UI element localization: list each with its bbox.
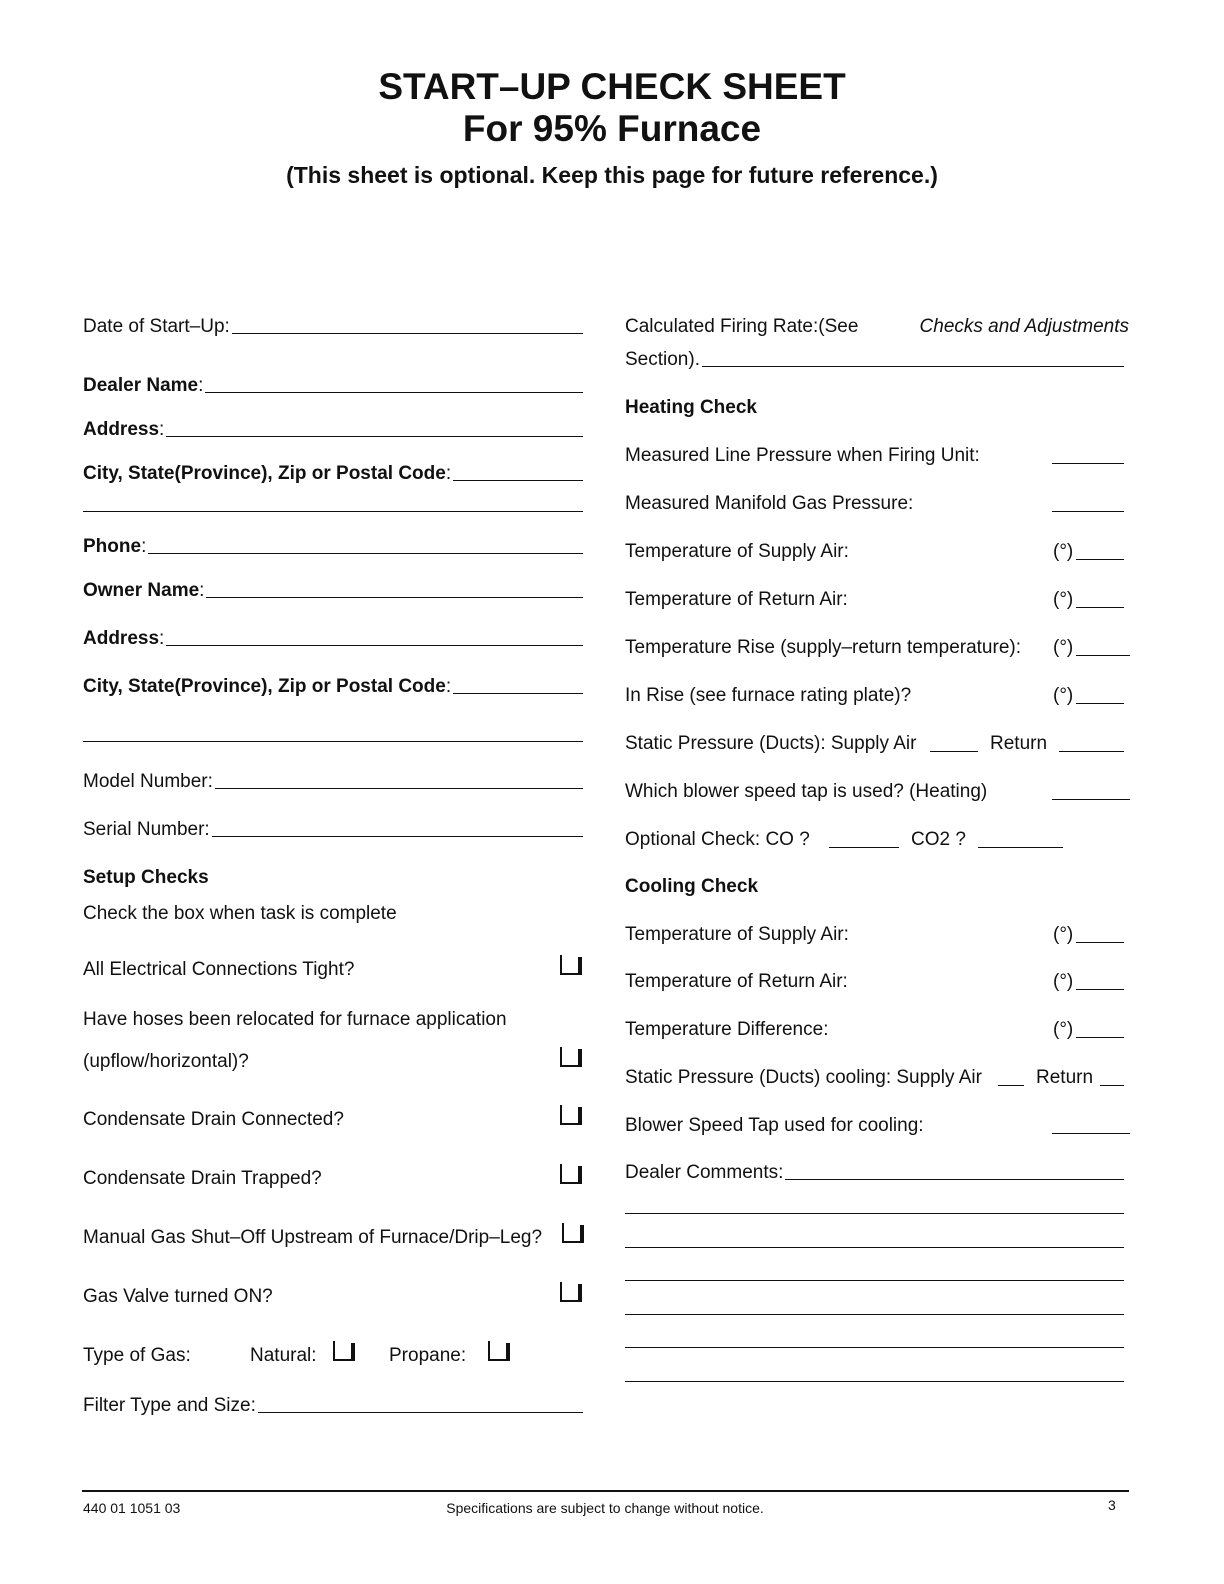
- checkbox-hoses[interactable]: [560, 1047, 582, 1067]
- heat-return-temp-label: Temperature of Return Air:: [625, 589, 848, 610]
- model-number-field[interactable]: [83, 771, 583, 793]
- serial-number-label: Serial Number:: [83, 819, 210, 840]
- static-heat-supply-label: Static Pressure (Ducts): Supply Air: [625, 733, 917, 754]
- static-heat-return-label: Return: [990, 733, 1048, 754]
- temp-difference-field[interactable]: [1076, 1037, 1124, 1038]
- heat-return-degree-unit: (°): [1053, 589, 1074, 610]
- blower-heat-field[interactable]: [1052, 799, 1130, 800]
- in-rise-field[interactable]: [1076, 703, 1124, 704]
- dealer-city-label: City, State(Province), Zip or Postal Code: [83, 463, 446, 484]
- date-of-startup-field[interactable]: [83, 316, 583, 338]
- firing-rate-label: [625, 316, 1129, 338]
- dealer-comments-line[interactable]: [625, 1280, 1124, 1281]
- dealer-address-field[interactable]: Address :: [83, 419, 583, 441]
- natural-gas-label: Natural:: [250, 1345, 317, 1366]
- owner-city-extra-line[interactable]: [83, 741, 583, 742]
- static-cool-supply-label: Static Pressure (Ducts) cooling: Supply Air: [625, 1067, 982, 1088]
- heat-supply-degree-unit: (°): [1053, 541, 1074, 562]
- temp-rise-field[interactable]: [1076, 655, 1130, 656]
- blower-cool-label: Blower Speed Tap used for cooling:: [625, 1115, 924, 1136]
- checkbox-natural-gas[interactable]: [333, 1341, 355, 1361]
- blower-heat-label: Which blower speed tap is used? (Heating): [625, 781, 988, 802]
- firing-rate-text: Calculated Firing Rate:(See: [625, 316, 859, 337]
- heat-supply-temp-label: Temperature of Supply Air:: [625, 541, 849, 562]
- dealer-comments-line[interactable]: [625, 1247, 1124, 1248]
- owner-city-field[interactable]: City, State(Province), Zip or Postal Code :: [83, 676, 583, 698]
- phone-label: Phone: [83, 536, 142, 557]
- check-drain-connected-label: Condensate Drain Connected?: [83, 1109, 344, 1130]
- static-cool-supply-field[interactable]: [998, 1085, 1024, 1086]
- filter-type-field[interactable]: [83, 1395, 583, 1417]
- check-gas-shutoff-label: Manual Gas Shut–Off Upstream of Furnace/Drip–Leg?: [83, 1227, 543, 1248]
- dealer-comments-line[interactable]: [625, 1381, 1124, 1382]
- cool-return-degree-unit: (°): [1053, 971, 1074, 992]
- temp-rise-degree-unit: (°): [1053, 637, 1074, 658]
- model-number-label: Model Number:: [83, 771, 213, 792]
- dealer-comments-line[interactable]: [625, 1347, 1124, 1348]
- cool-return-temp-field[interactable]: [1076, 989, 1124, 990]
- firing-rate-field[interactable]: [625, 349, 1124, 371]
- owner-address-field[interactable]: Address :: [83, 628, 583, 650]
- manifold-pressure-label: Measured Manifold Gas Pressure:: [625, 493, 914, 514]
- heat-return-temp-field[interactable]: [1076, 607, 1124, 608]
- checkbox-gas-shutoff[interactable]: [562, 1223, 584, 1243]
- owner-name-field[interactable]: Owner Name :: [83, 580, 583, 602]
- check-gas-valve-label: Gas Valve turned ON?: [83, 1286, 273, 1307]
- owner-city-label: City, State(Province), Zip or Postal Code: [83, 676, 446, 697]
- blower-cool-field[interactable]: [1052, 1133, 1130, 1134]
- checkbox-propane[interactable]: [488, 1341, 510, 1361]
- check-hoses-label: Have hoses been relocated for furnace application: [83, 1009, 507, 1030]
- owner-address-label: Address: [83, 628, 160, 649]
- cool-supply-temp-field[interactable]: [1076, 942, 1124, 943]
- cool-supply-degree-unit: (°): [1053, 924, 1074, 945]
- heat-supply-temp-field[interactable]: [1076, 559, 1124, 560]
- firing-rate-section-label: Section).: [625, 349, 700, 370]
- static-cool-return-field[interactable]: [1100, 1085, 1124, 1086]
- firing-rate-reference: Checks and Adjustments: [919, 316, 1129, 337]
- dealer-name-field[interactable]: Dealer Name :: [83, 375, 583, 397]
- static-heat-return-field[interactable]: [1059, 751, 1124, 752]
- checkbox-drain-trapped[interactable]: [560, 1164, 582, 1184]
- in-rise-label: In Rise (see furnace rating plate)?: [625, 685, 912, 706]
- line-pressure-field[interactable]: [1052, 463, 1124, 464]
- dealer-name-label: Dealer Name: [83, 375, 199, 396]
- temp-difference-label: Temperature Difference:: [625, 1019, 829, 1040]
- static-heat-supply-field[interactable]: [930, 751, 978, 752]
- dealer-city-extra-line[interactable]: [83, 511, 583, 512]
- dealer-comments-line[interactable]: [625, 1314, 1124, 1315]
- propane-label: Propane:: [389, 1345, 467, 1366]
- footer-doc-number: 440 01 1051 03: [83, 1500, 181, 1516]
- temp-rise-label: Temperature Rise (supply–return temperature):: [625, 637, 1022, 658]
- static-cool-return-label: Return: [1036, 1067, 1094, 1088]
- owner-name-label: Owner Name: [83, 580, 200, 601]
- date-of-startup-label: Date of Start–Up:: [83, 316, 230, 337]
- check-hoses-label-cont: (upflow/horizontal)?: [83, 1051, 249, 1072]
- dealer-comments-field[interactable]: [625, 1162, 1124, 1184]
- optional-co2-label: CO2 ?: [911, 829, 966, 850]
- footer-page-number: 3: [1108, 1497, 1116, 1513]
- cool-return-temp-label: Temperature of Return Air:: [625, 971, 848, 992]
- optional-co-field[interactable]: [829, 847, 899, 848]
- footer-notice: Specifications are subject to change without notice.: [446, 1500, 764, 1516]
- dealer-comments-line[interactable]: [625, 1213, 1124, 1214]
- filter-type-label: Filter Type and Size:: [83, 1395, 256, 1416]
- serial-number-field[interactable]: [83, 819, 583, 841]
- gas-type-label: Type of Gas:: [83, 1345, 191, 1366]
- dealer-comments-label: Dealer Comments:: [625, 1162, 784, 1183]
- phone-field[interactable]: Phone :: [83, 536, 583, 558]
- checkbox-electrical[interactable]: [560, 955, 582, 975]
- check-electrical-label: All Electrical Connections Tight?: [83, 959, 355, 980]
- line-pressure-label: Measured Line Pressure when Firing Unit:: [625, 445, 980, 466]
- in-rise-degree-unit: (°): [1053, 685, 1074, 706]
- footer-divider: [82, 1490, 1129, 1492]
- setup-checks-heading: Setup Checks: [83, 867, 209, 888]
- page-subtitle: (This sheet is optional. Keep this page for future reference.): [286, 162, 938, 188]
- page-title: START–UP CHECK SHEET: [378, 66, 846, 107]
- dealer-address-label: Address: [83, 419, 160, 440]
- heating-check-heading: Heating Check: [625, 397, 757, 418]
- page-title-subline: For 95% Furnace: [462, 108, 762, 149]
- checkbox-drain-connected[interactable]: [560, 1105, 582, 1125]
- temp-difference-degree-unit: (°): [1053, 1019, 1074, 1040]
- manifold-pressure-field[interactable]: [1052, 511, 1124, 512]
- optional-co-label: Optional Check: CO ?: [625, 829, 810, 850]
- cooling-check-heading: Cooling Check: [625, 876, 759, 897]
- cool-supply-temp-label: Temperature of Supply Air:: [625, 924, 849, 945]
- optional-co2-field[interactable]: [978, 847, 1063, 848]
- dealer-city-field[interactable]: City, State(Province), Zip or Postal Code :: [83, 463, 583, 485]
- checkbox-gas-valve[interactable]: [560, 1282, 582, 1302]
- setup-instruction: Check the box when task is complete: [83, 903, 397, 924]
- check-drain-trapped-label: Condensate Drain Trapped?: [83, 1168, 322, 1189]
